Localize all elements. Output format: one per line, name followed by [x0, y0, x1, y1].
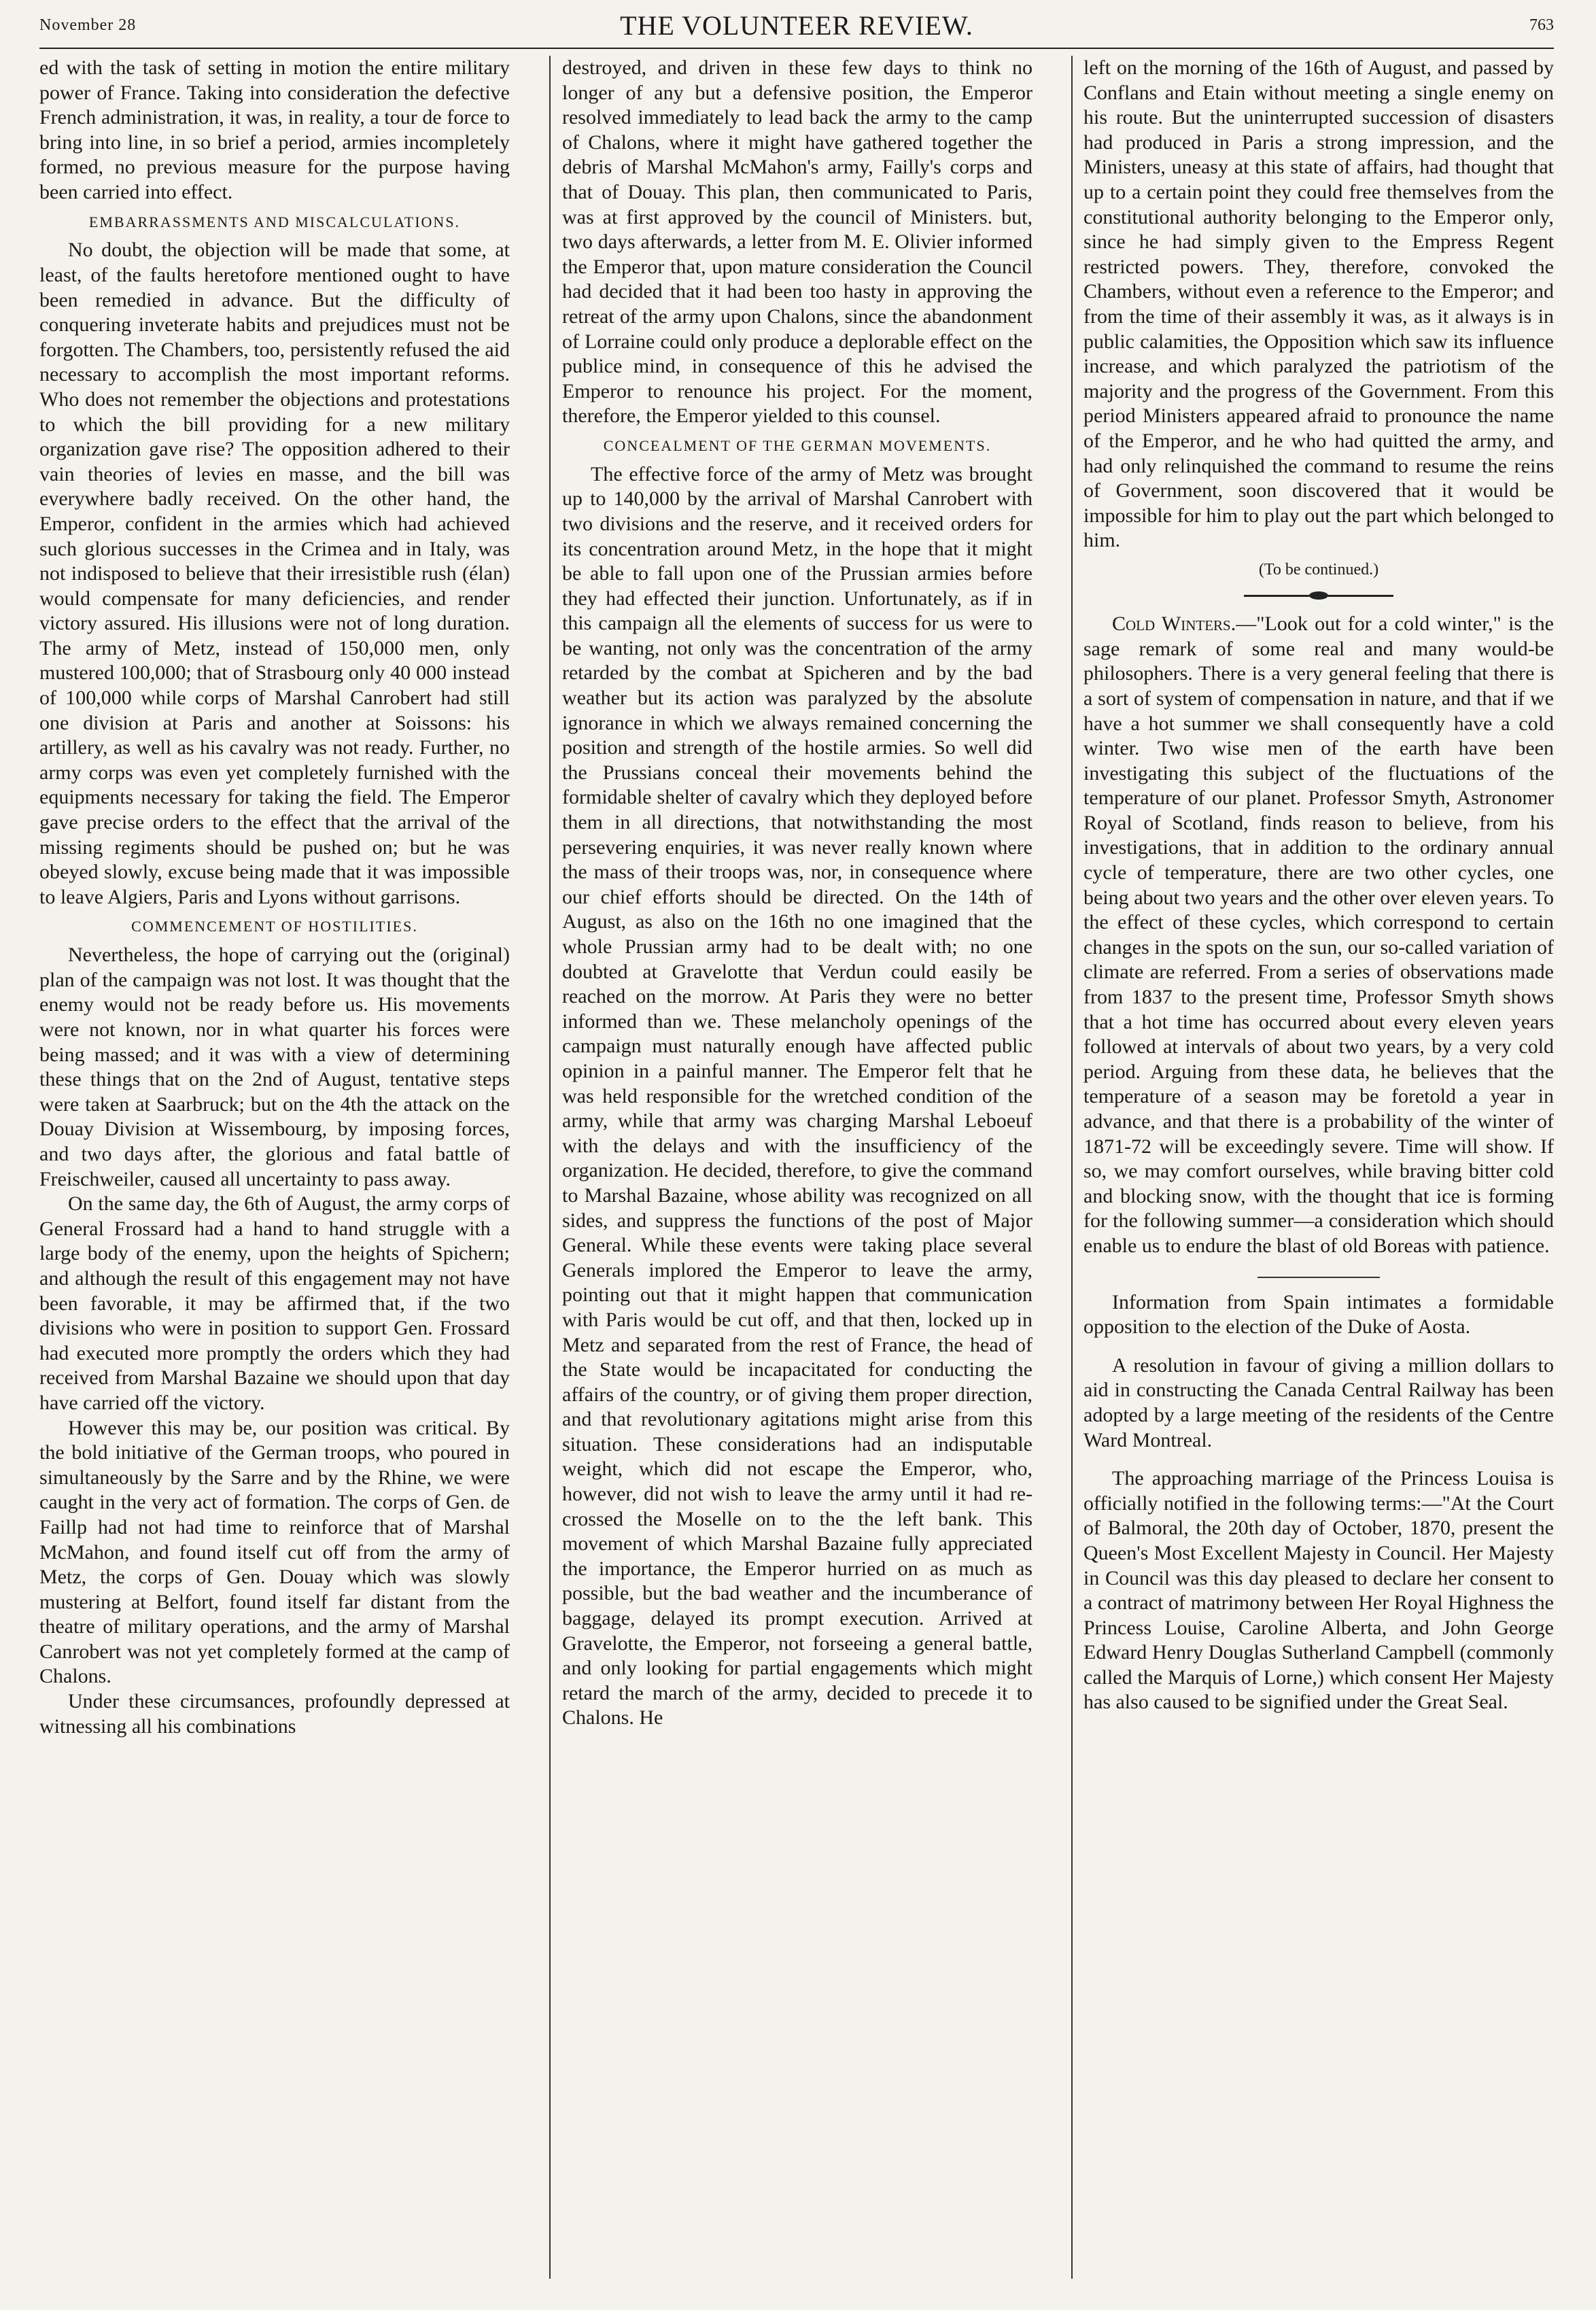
- paragraph: The approaching marriage of the Princess Louisa is officially notified in the following terms:—"At the Court of Balmoral, the 20th day of October, 1870, present the Queen's Most Excellent Majesty in Council. Her Majesty in Council was this day pleased to declare her consent to a contract of matrimony between Her Royal Highness the Princess Louise, Caroline Alberta, and John George Edward Henry Douglas Sutherland Campbell (commonly called the Marquis of Lorne,) which consent Her Majesty has also caused to be signified under the Great Seal.: [1083, 1467, 1554, 1714]
- paragraph: A resolution in favour of giving a million dollars to aid in constructing the Canada Central Railway has been adopted by a large meeting of the residents of the Centre Ward Montreal.: [1083, 1354, 1554, 1451]
- paragraph: The effective force of the army of Metz was brought up to 140,000 by the arrival of Marshal Canrobert with two divisions and the reserve, and it received orders for its concentration around Metz, in the hope that it might be able to fall upon one of the Prussian armies before they had effected their junction. Unfortunately, as if in this campaign all the elements of success for us were to be wanting, not only was the concentration of the army retarded by the combat at Spicheren and by the bad weather but its action was paralyzed by the absolute ignorance in which we always remained concerning the position and strength of the hostile armies. So well did the Prussians conceal their movements behind the formidable shelter of cavalry which they deployed before them in all directions, that notwithstanding the most persevering enquiries, it was never really known where the mass of their troops was, nor, in consequence where our chief efforts should be directed. On the 14th of August, as also on the 16th no one imagined that the whole Prussian army had to be dealt with; no one doubted at Gravelotte that Verdun could easily be reached on the morrow. At Paris they were no better informed than we. These melancholy openings of the campaign must naturally enough have affected public opinion in a painful manner. The Emperor felt that he was held responsible for the wretched condition of the army, while that army was charging Marshal Leboeuf with the delays and with the insufficiency of the organization. He decided, therefore, to give the command to Marshal Bazaine, whose ability was recognized on all sides, and suppress the functions of the post of Major General. While these events were taking place several Generals implored the Emperor to leave the army, pointing out that it might happen that communication with Paris would be cut off, and that then, locked up in Metz and separated from the rest of France, the head of the State would be incapacitated for conducting the affairs of the country, or of giving them proper direction, and that revolutionary agitations might arise from this situation. These considerations had an indisputable weight, which did not escape the Emperor, who, however, did not wish to leave the army until it had re-crossed the Moselle on to the the left bank. This movement of which Marshal Bazaine fully appreciated the importance, the Emperor hurried on as much as possible, but the bad weather and the incumberance of baggage, delayed its prompt execution. Arrived at Gravelotte, the Emperor, not forseeing a general battle, and only looking for partial engagements which might retard the march of the army, decided to precede it to Chalons. He: [562, 462, 1033, 1729]
- header-rule: [39, 48, 1554, 49]
- continued-note: (To be continued.): [1258, 560, 1379, 579]
- newspaper-title: THE VOLUNTEER REVIEW.: [620, 10, 973, 41]
- paragraph: Under these circumsances, profoundly depressed at witnessing all his combinations: [39, 1690, 510, 1738]
- article-lead: Cold Winters.: [1112, 613, 1236, 636]
- article-text: —"Look out for a cold winter," is the sage remark of some real and many would-be philosophers. There is a very general feeling that there is a sort of system of compensation in nature, and that if we have a hot summer we shall consequently have a cold winter. Two wise men of the earth have been investigating this subject of the fluctuations of the temperature of our planet. Professor Smyth, Astronomer Royal of Scotland, finds reason to believe, from his investigations, that in addition to the ordinary annual cycle of temperature, there are two other cycles, one being about two years and the other over eleven years. To the effect of these cycles, which correspond to certain changes in the spots on the sun, our so-called variation of climate are referred. From a series of observations made from 1837 to the present time, Professor Smyth shows that a hot time has occurred about every eleven years followed at intervals of about two years, by a very cold period. Arguing from these data, he believes that the temperature of a season may be foretold a year in advance, and that there is a probability of the winter of 1871-72 will be exceedingly severe. Time will show. If so, we may comfort ourselves, while braving bitter cold and blocking snow, with the thought that ice is forming for the following summer—a consideration which should enable us to endure the blast of old Boreas with patience.: [1083, 613, 1554, 1257]
- paragraph: No doubt, the objection will be made that some, at least, of the faults heretofore mentioned ought to have been remedied in advance. But the difficulty of conquering inveterate habits and prejudices must not be forgotten. The Chambers, too, persistently refused the aid necessary to accomplish the most important reforms. Who does not remember the objections and protestations to which the bill providing for a new military organization gave rise? The opposition adhered to their vain theories of levies en masse, and the bill was everywhere badly received. On the other hand, the Emperor, confident in the armies which had achieved such glorious successes in the Crimea and in Italy, was not indisposed to believe that their irresistible rush (élan) would compensate for many deficiencies, and render victory assured. His illusions were not of long duration. The army of Metz, instead of 150,000 men, only mustered 100,000; that of Strasbourg only 40 000 instead of 100,000 while corps of Marshal Canrobert had still one division at Paris and another at Soissons: his artillery, as well as his cavalry was not ready. Further, no army corps was even yet completely furnished with the equipments necessary for taking the field. The Emperor gave precise orders to the effect that the arrival of the missing regiments should be pushed on; but he was obeyed slowly, excuse being made that it was impossible to leave Algiers, Paris and Lyons without garrisons.: [39, 239, 510, 908]
- article-separator: [1257, 1277, 1380, 1278]
- section-heading: COMMENCEMENT OF HOSTILITIES.: [131, 918, 418, 935]
- paragraph: left on the morning of the 16th of August, and passed by Conflans and Etain without meeting a single enemy on his route. But the uninterrupted succession of disasters had produced in Paris a strong impression, and the Ministers, uneasy at this state of affairs, had thought that up to a certain point they could free themselves from the constitutional authority belonging to the Emperor only, since he had simply given to the Empress Regent restricted powers. They, therefore, convoked the Chambers, without even a reference to the Emperor; and from the time of their assembly it was, as it always is in public calamities, the Opposition which saw its influence increase, and which paralyzed the patriotism of the majority and the progress of the Government. From this period Ministers appeared afraid to pronounce the name of the Emperor, and he who had quitted the army, and had only relinquished the command to resume the reins of Government, soon discovered that it would be impossible for him to play out the part which belonged to him.: [1083, 56, 1554, 552]
- paragraph: Information from Spain intimates a formidable opposition to the election of the Duke of Aosta.: [1083, 1290, 1554, 1339]
- page-header: [39, 7, 1554, 45]
- article-separator: [1244, 595, 1393, 597]
- paragraph: [1083, 612, 1554, 1258]
- column-1: [39, 56, 510, 2292]
- paragraph: ed with the task of setting in motion the entire military power of France. Taking into consideration the defective French administration, it was, in reality, a tour de force to bring into line, in so brief a period, armies incompletely formed, no previous measure for the purpose having been carried into effect.: [39, 56, 510, 203]
- column-3: [1083, 56, 1554, 2292]
- column-divider: [1071, 56, 1073, 2279]
- paragraph: On the same day, the 6th of August, the army corps of General Frossard had a hand to hand struggle with a large body of the enemy, upon the heights of Spichern; and although the result of this engagement may not have been favorable, it may be affirmed that, if the two divisions who were in position to support Gen. Frossard had executed more promptly the orders which they had received from Marshal Bazaine we should upon that day have carried off the victory.: [39, 1192, 510, 1414]
- paragraph: Nevertheless, the hope of carrying out the (original) plan of the campaign was not lost. It was thought that the enemy would not be ready before us. His movements were not known, nor in what quarter his forces were being massed; and it was with a view of determining these things that on the 2nd of August, tentative steps were taken at Saarbruck; but on the 4th the attack on the Douay Division at Wissembourg, by imposing forces, and two days after, the glorious and fatal battle of Freischweiler, caused all uncertainty to pass away.: [39, 944, 510, 1190]
- paragraph: However this may be, our position was critical. By the bold initiative of the German troops, who poured in simultaneously by the Sarre and by the Rhine, we were caught in the very act of formation. The corps of Gen. de Faillp had not had time to reinforce that of Marshal McMahon, and found itself cut off from the army of Metz, the corps of Gen. Douay which was slowly mustering at Belfort, found itself far distant from the theatre of military operations, and the army of Marshal Canrobert was not yet completely formed at the camp of Chalons.: [39, 1416, 510, 1688]
- section-heading: EMBARRASSMENTS AND MISCALCULATIONS.: [88, 213, 461, 230]
- column-divider: [549, 56, 551, 2279]
- page-number: 763: [1529, 16, 1554, 34]
- issue-date: November 28: [39, 16, 137, 34]
- paragraph: destroyed, and driven in these few days to think no longer of any but a defensive position, the Emperor resolved immediately to lead back the army to the camp of Chalons, where it might have gathered together the debris of Marshal McMahon's army, Failly's corps and that of Douay. This plan, then communicated to Paris, was at first approved by the council of Ministers. but, two days afterwards, a letter from M. E. Olivier informed the Emperor that, upon mature consideration the Council had decided that it had been too hasty in approving the retreat of the army upon Chalons, since the abandonment of Lorraine could only produce a deplorable effect on the publice mind, in consequence of this he advised the Emperor to renounce his project. For the moment, therefore, the Emperor yielded to this counsel.: [562, 56, 1033, 428]
- section-heading: CONCEALMENT OF THE GERMAN MOVEMENTS.: [603, 436, 992, 454]
- column-2: [562, 56, 1033, 2292]
